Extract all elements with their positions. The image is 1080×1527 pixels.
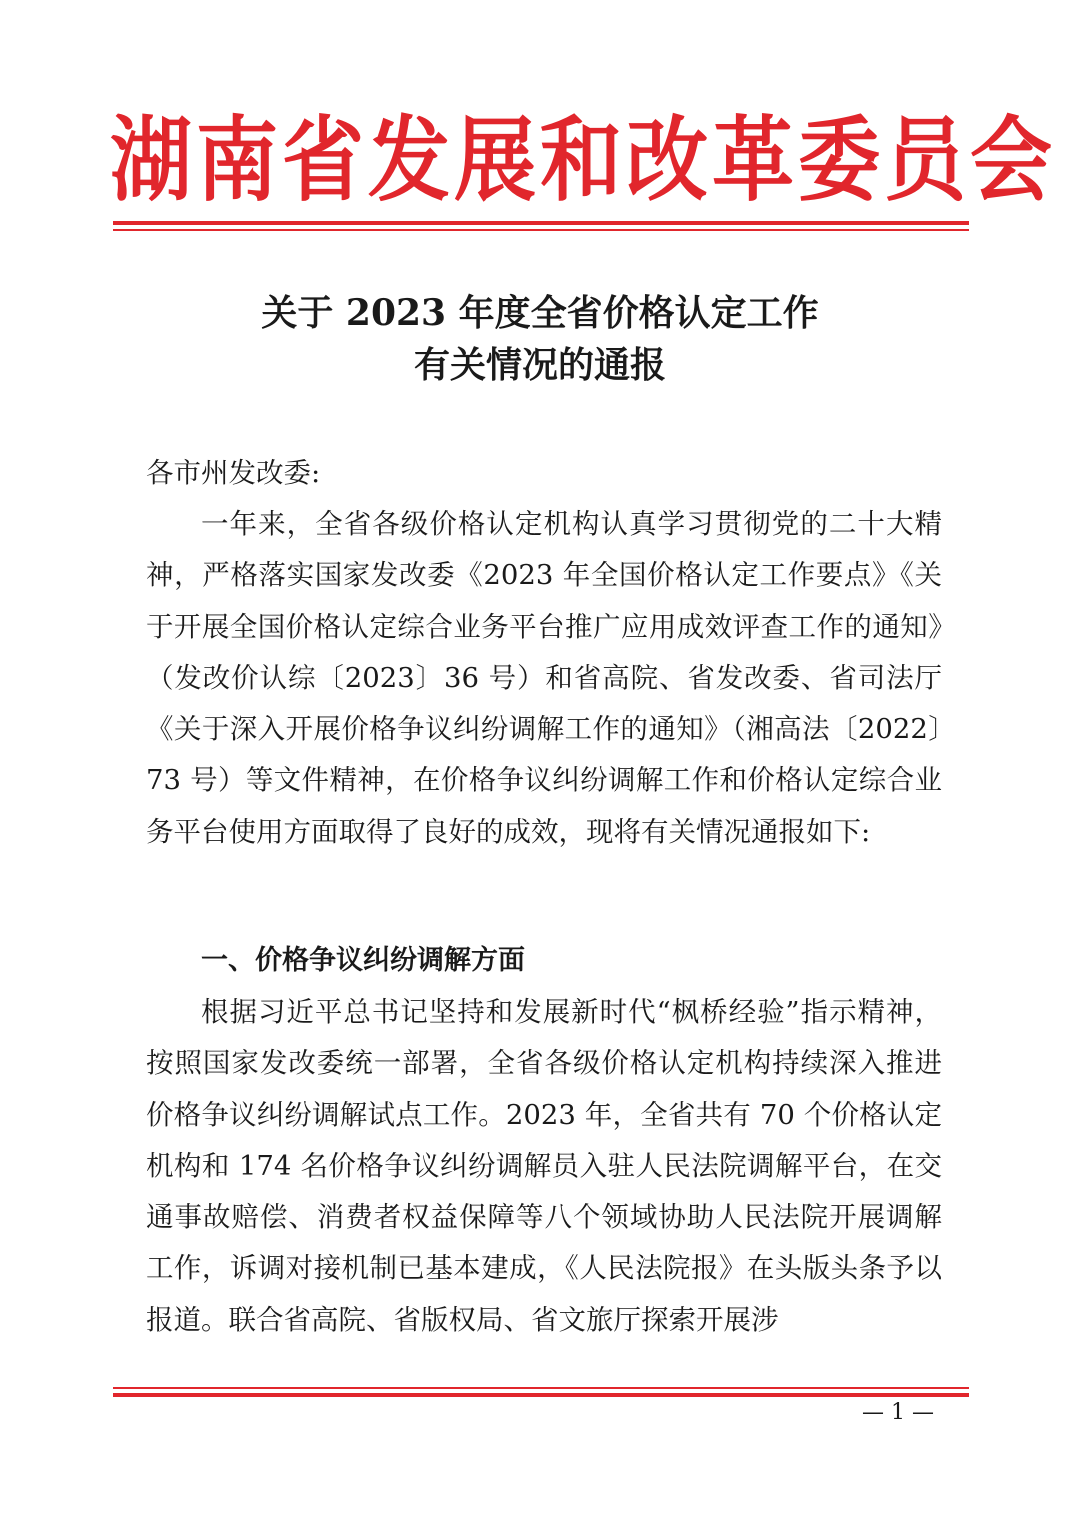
footer-red-rule-thick [113, 1393, 969, 1397]
organization-header: 湖南省发展和改革委员会 [110, 107, 1057, 215]
body-paragraph-2: 根据习近平总书记坚持和发展新时代“枫桥经验”指示精神，按照国家发改委统一部署，全省各级价格认定机构持续深入推进价格争议纠纷调解试点工作。2023 年，全省共有 70 个价格认定机构和 174 名价格争议纠纷调解员入驻人民法院调解平台，在交通事故赔偿、消费者权益保障等八个领域协助人民法院开展调解工作，诉调对接机制已基本建成，《人民法院报》在头版头条予以报道。联合省高院、省版权局、省文旅厅探索开展涉 [146, 996, 942, 1336]
section-heading-1: 一、价格争议纠纷调解方面 [201, 945, 525, 976]
body-paragraph-1: 一年来，全省各级价格认定机构认真学习贯彻党的二十大精神，严格落实国家发改委《2023 年全国价格认定工作要点》《关于开展全国价格认定综合业务平台推广应用成效评查工作的通知》（发改价认综〔2023〕36 号）和省高院、省发改委、省司法厅《关于深入开展价格争议纠纷调解工作的通知》（湘高法〔2022〕73 号）等文件精神，在价格争议纠纷调解工作和价格认定综合业务平台使用方面取得了良好的成效，现将有关情况通报如下: [146, 508, 942, 848]
header-red-rule-thick [113, 221, 969, 225]
page-number: — 1 — [862, 1400, 934, 1425]
document-title-line-2: 有关情况的通报 [413, 344, 666, 386]
document-title-line-1: 关于 2023 年度全省价格认定工作 [261, 292, 819, 334]
salutation: 各市州发改委: [146, 457, 321, 489]
header-red-rule-thin [113, 229, 969, 231]
footer-red-rule-thin [113, 1387, 969, 1389]
